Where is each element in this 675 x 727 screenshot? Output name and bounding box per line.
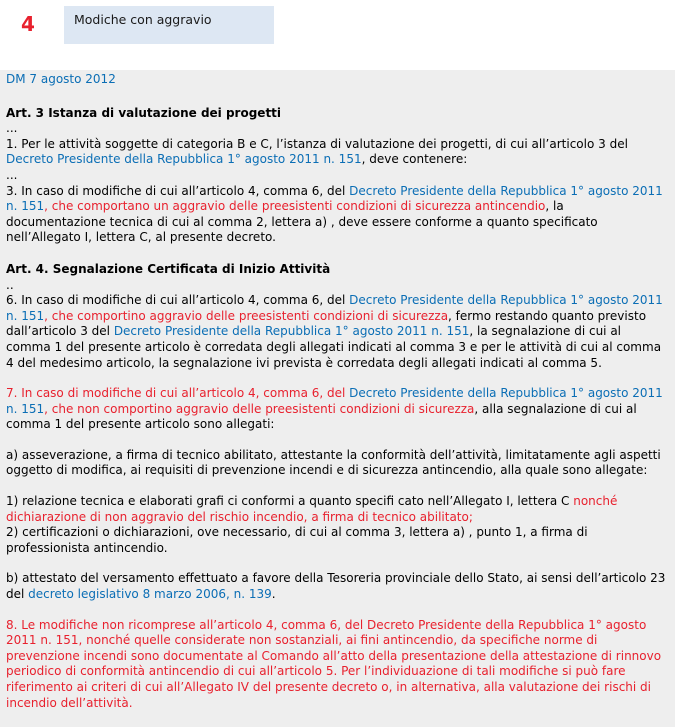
section-title-box — [64, 6, 274, 44]
item-a: a) asseverazione, a firma di tecnico abilitato, attestante la conformità dell’attività, limitatamente agli aspetti oggetto di modifica, ai requisiti di prevenzione incendi e di sicurezza antincendio, alla quale sono allegate: — [6, 447, 661, 478]
section-title: Modiche con aggravio — [74, 12, 212, 27]
section-number: 4 — [0, 4, 56, 44]
dpr-link[interactable]: Decreto Presidente della Repubblica 1° agosto 2011 n. 151 — [6, 386, 663, 416]
ellipsis: .. — [6, 277, 14, 292]
dpr-link[interactable]: Decreto Presidente della Repubblica 1° agosto 2011 n. 151 — [6, 183, 663, 214]
art4-heading: Art. 4. Segnalazione Certificata di Inizio Attività — [6, 261, 331, 276]
art3-heading: Art. 3 Istanza di valutazione dei progetti — [6, 105, 282, 120]
dpr-link[interactable]: Decreto Presidente della Repubblica 1° agosto 2011 n. 151 — [6, 152, 362, 167]
art4-paragraph-6: 6. In caso di modifiche di cui all’articolo 4, comma 6, del Decreto Presidente della Repubblica 1° agosto 2011 n. 151, che comportino aggravio delle preesistenti condizioni di sicurezza, fermo restando quanto previsto dall’articolo 3 del Decreto Presidente della Repubblica 1° agosto 2011 n. 151, la segnalazione di cui al comma 1 del presente articolo è corredata degli allegati indicati al comma 3 e per le attività di cui al comma 4 del medesimo articolo, la segnalazione ivi prevista è corredata degli allegati indicati al comma 5. — [6, 293, 663, 370]
item-b: b) attestato del versamento effettuato a favore della Tesoreria provinciale dello Stato, ai sensi dell’articolo 23 del decreto legislativo 8 marzo 2006, n. 139. — [6, 571, 666, 602]
art4-paragraph-8: 8. Le modifiche non ricomprese all’articolo 4, comma 6, del Decreto Presidente della Repubblica 1° agosto 2011 n. 151, nonché quelle considerate non sostanziali, ai fini antincendio, da specifiche norme di prevenzione incendi sono documentate al Comando all’atto della presentazione della attestazione di rinnovo periodico di conformità antincendio di cui all’articolo 5. Per l’individuazione di tali modifiche si può fare riferimento ai criteri di cui all’Allegato IV del presente decreto o, in alternativa, alla valutazione dei rischi di incendio dell’attività. — [6, 617, 662, 710]
ellipsis: ... — [6, 167, 18, 182]
art4-paragraph-7: 7. In caso di modifiche di cui all’articolo 4, comma 6, del Decreto Presidente della Repubblica 1° agosto 2011 n. 151, che non comportino aggravio delle preesistenti condizioni di sicurezza, alla segnalazione di cui al comma 1 del presente articolo sono allegati: — [6, 386, 663, 432]
dpr-link[interactable]: Decreto Presidente della Repubblica 1° agosto 2011 n. 151 — [113, 324, 470, 339]
item-a-1: 1) relazione tecnica e elaborati grafi ci conformi a quanto specifi cato nell’Allegato I, lettera C nonché dichiarazione di non aggravio del rischio incendio, a firma di tecnico abilitato; — [6, 494, 618, 524]
document-panel — [0, 70, 675, 727]
dpr-link[interactable]: Decreto Presidente della Repubblica 1° agosto 2011 n. 151 — [6, 293, 663, 323]
art3-paragraph-1: 1. Per le attività soggette di categoria B e C, l’istanza di valutazione dei progetti, di cui all’articolo 3 del Decreto Presidente della Repubblica 1° agosto 2011 n. 151, deve contenere: — [6, 136, 628, 167]
source-reference: DM 7 agosto 2012 — [6, 72, 116, 86]
document-body — [6, 70, 666, 711]
ellipsis: ... — [6, 121, 18, 136]
art3-paragraph-3: 3. In caso di modifiche di cui all’articolo 4, comma 6, del Decreto Presidente della Repubblica 1° agosto 2011 n. 151, che comportano un aggravio delle preesistenti condizioni di sicurezza antincendio, la documentazione tecnica di cui al comma 2, lettera a) , deve essere conforme a quanto specificato nell’Allegato I, lettera C, al presente decreto. — [6, 183, 663, 245]
dlgs-link[interactable]: decreto legislativo 8 marzo 2006, n. 139 — [28, 587, 272, 602]
item-a-2: 2) certificazioni o dichiarazioni, ove necessario, di cui al comma 3, lettera a) , punto 1, a firma di professionista antincendio. — [6, 525, 588, 555]
